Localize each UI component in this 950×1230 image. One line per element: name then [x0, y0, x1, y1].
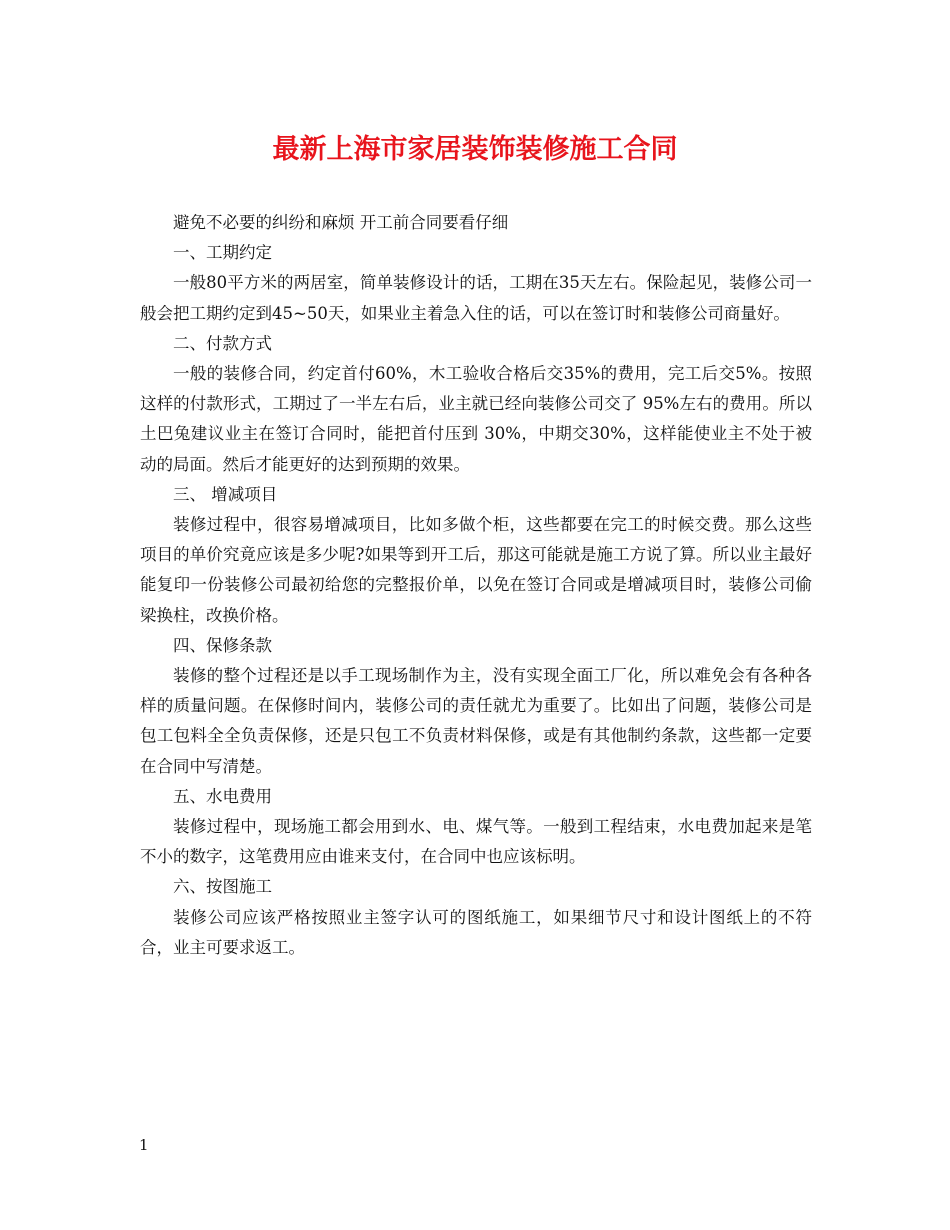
page-number: 1 [139, 1136, 149, 1154]
section-text-2: 一般的装修合同，约定首付60%，木工验收合格后交35%的费用，完工后交5%。按照这样的付款形式，工期过了一半左右后，业主就已经向装修公司交了 95%左右的费用。所以土巴兔建议业主在签订合同时，能把首付压到 30%，中期交30%，这样能使业主不处于被动的局面。然后才能更好的达到预期的效果。 [140, 364, 812, 474]
document-title: 最新上海市家居装饰装修施工合同 [272, 134, 678, 165]
section-text-5: 装修过程中，现场施工都会用到水、电、煤气等。一般到工程结束，水电费加起来是笔不小的数字，这笔费用应由谁来支付，在合同中也应该标明。 [140, 817, 812, 867]
section-text-4: 装修的整个过程还是以手工现场制作为主，没有实现全面工厂化，所以难免会有各种各样的质量问题。在保修时间内，装修公司的责任就尤为重要了。比如出了问题，装修公司是包工包料全全负责保修，还是只包工不负责材料保修，或是有其他制约条款，这些都一定要在合同中写清楚。 [140, 666, 812, 776]
section-text-6: 装修公司应该严格按照业主签字认可的图纸施工，如果细节尺寸和设计图纸上的不符合，业主可要求返工。 [140, 907, 812, 957]
document-body [140, 208, 812, 963]
section-heading-2: 二、付款方式 [173, 333, 272, 353]
section-heading-1: 一、工期约定 [173, 243, 272, 263]
section-heading-4: 四、保修条款 [173, 635, 272, 655]
section-heading-5: 五、水电费用 [173, 786, 272, 806]
intro-line: 避免不必要的纠纷和麻烦 开工前合同要看仔细 [173, 213, 509, 232]
section-text-1: 一般80平方米的两居室，简单装修设计的话，工期在35天左右。保险起见，装修公司一般会把工期约定到45~50天，如果业主着急入住的话，可以在签订时和装修公司商量好。 [140, 273, 812, 323]
section-heading-3: 三、 增减项目 [173, 484, 278, 504]
section-heading-6: 六、按图施工 [173, 877, 272, 897]
section-text-3: 装修过程中，很容易增减项目，比如多做个柜，这些都要在完工的时候交费。那么这些项目的单价究竟应该是多少呢?如果等到开工后，那这可能就是施工方说了算。所以业主最好能复印一份装修公司最初给您的完整报价单，以免在签订合同或是增减项目时，装修公司偷梁换柱，改换价格。 [140, 515, 812, 625]
